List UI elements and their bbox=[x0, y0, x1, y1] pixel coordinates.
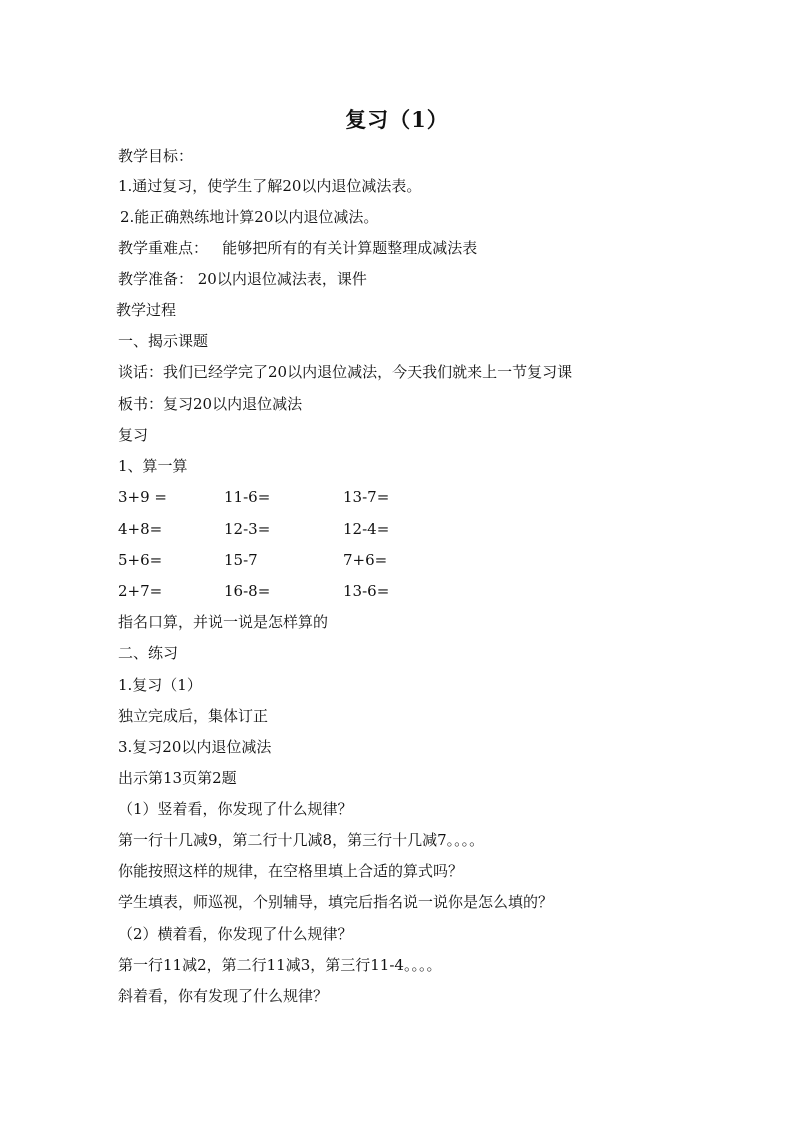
problem-row-1 bbox=[118, 488, 518, 506]
problem: 15-7 bbox=[224, 551, 258, 569]
problem: 12-3= bbox=[224, 520, 271, 538]
section-2-heading: 二、练习 bbox=[118, 644, 179, 662]
process-heading: 教学过程 bbox=[116, 301, 177, 319]
independent-text: 独立完成后，集体订正 bbox=[118, 707, 269, 725]
preparation: 教学准备： 20以内退位减法表，课件 bbox=[118, 270, 367, 288]
question-1: （1）竖着看，你发现了什么规律？ bbox=[118, 800, 353, 818]
students-fill-text: 学生填表，师巡视，个别辅导，填完后指名说一说你是怎么填的？ bbox=[118, 893, 554, 911]
review-text: 复习 bbox=[118, 426, 149, 444]
oral-text: 指名口算，并说一说是怎样算的 bbox=[118, 613, 329, 631]
problem-row-3 bbox=[118, 551, 518, 569]
fill-in-text: 你能按照这样的规律，在空格里填上合适的算式吗？ bbox=[118, 862, 464, 880]
diagonal-text: 斜着看，你有发现了什么规律？ bbox=[118, 987, 329, 1005]
talk-text: 谈话：我们已经学完了20以内退位减法，今天我们就来上一节复习课 bbox=[118, 363, 573, 381]
board-text: 板书：复习20以内退位减法 bbox=[118, 395, 303, 413]
calc-heading: 1、算一算 bbox=[118, 457, 188, 475]
problem-row-4 bbox=[118, 582, 518, 600]
problem: 7+6= bbox=[343, 551, 388, 569]
problem: 4+8= bbox=[118, 520, 163, 538]
col-pattern: 第一行11减2，第二行11减3，第三行11-4。。。。 bbox=[118, 956, 442, 974]
problem: 5+6= bbox=[118, 551, 163, 569]
objectives-heading: 教学目标： bbox=[118, 147, 194, 165]
objective-1: 1.通过复习，使学生了解20以内退位减法表。 bbox=[118, 177, 422, 195]
question-2: （2）横着看，你发现了什么规律？ bbox=[118, 925, 353, 943]
problem: 3+9 = bbox=[118, 488, 167, 506]
section-1-heading: 一、揭示课题 bbox=[118, 332, 209, 350]
problem: 2+7= bbox=[118, 582, 163, 600]
key-points: 教学重难点： 能够把所有的有关计算题整理成减法表 bbox=[118, 239, 478, 257]
show-page-text: 出示第13页第2题 bbox=[118, 769, 237, 787]
practice-1: 1.复习（1） bbox=[118, 676, 202, 694]
practice-3: 3.复习20以内退位减法 bbox=[118, 738, 272, 756]
problem: 13-7= bbox=[343, 488, 390, 506]
page-title: 复习（1） bbox=[345, 107, 449, 132]
problem: 12-4= bbox=[343, 520, 390, 538]
problem: 11-6= bbox=[224, 488, 271, 506]
row-pattern: 第一行十几减9，第二行十几减8，第三行十几减7。。。。 bbox=[118, 831, 485, 849]
problem-row-2 bbox=[118, 520, 518, 538]
problem: 13-6= bbox=[343, 582, 390, 600]
objective-2: 2.能正确熟练地计算20以内退位减法。 bbox=[120, 208, 379, 226]
problem: 16-8= bbox=[224, 582, 271, 600]
